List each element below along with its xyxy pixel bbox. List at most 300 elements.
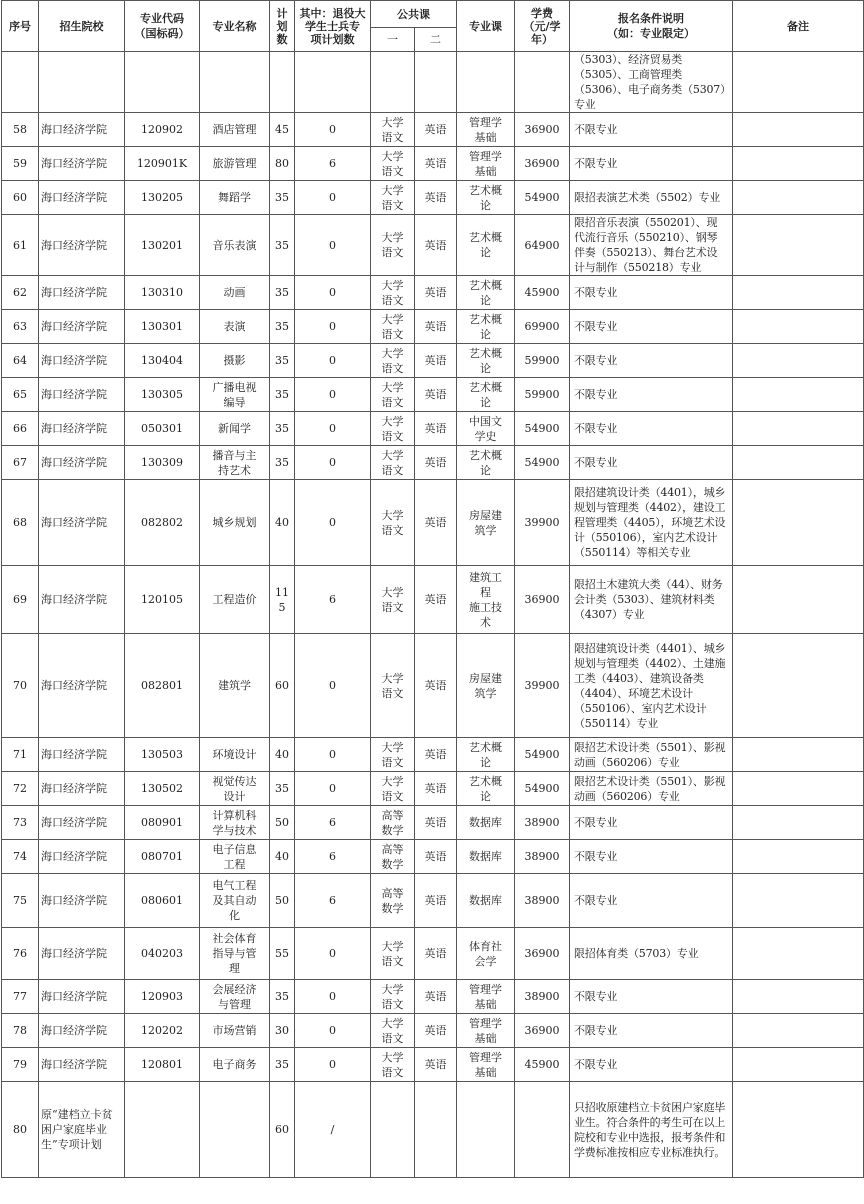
header-school: 招生院校 (39, 1, 125, 52)
cell-specialty: 艺术概 论 (457, 344, 515, 378)
cell-specialty: 艺术概 论 (457, 772, 515, 806)
cell-major: 社会体育 指导与管 理 (200, 928, 270, 980)
cell-school: 原“建档立卡贫困户家庭毕业生”专项计划 (39, 1082, 125, 1178)
cell-specialty: 管理学 基础 (457, 1048, 515, 1082)
cell-specialty: 体育社 会学 (457, 928, 515, 980)
cell-seq: 78 (2, 1014, 39, 1048)
cell-public-1: 大学 语文 (371, 928, 415, 980)
cell-plan: 35 (270, 772, 295, 806)
cell-veteran: 0 (295, 928, 371, 980)
cell-public-1: 大学 语文 (371, 113, 415, 147)
cell-specialty: 数据库 (457, 840, 515, 874)
cell-remark (733, 1048, 864, 1082)
cell-school: 海口经济学院 (39, 344, 125, 378)
cell-school: 海口经济学院 (39, 310, 125, 344)
table-row (2, 412, 864, 446)
cell-specialty: 艺术概 论 (457, 310, 515, 344)
table-row (2, 738, 864, 772)
table-row (2, 378, 864, 412)
cell-seq: 77 (2, 980, 39, 1014)
cell-school: 海口经济学院 (39, 181, 125, 215)
header-remark: 备注 (733, 1, 864, 52)
cell-school: 海口经济学院 (39, 1048, 125, 1082)
table-row (2, 1082, 864, 1178)
cell-veteran: 0 (295, 378, 371, 412)
cell-public-2: 英语 (415, 113, 457, 147)
cell-public-1: 大学 语文 (371, 147, 415, 181)
cell-major: 动画 (200, 276, 270, 310)
cell-major: 城乡规划 (200, 480, 270, 566)
cell-remark (733, 310, 864, 344)
cell-condition: 限招建筑设计类（4401），城乡规划与管理类（4402），建设工程管理类（4405），环境艺术设计（550106），室内艺术设计（550114）等相关专业 (570, 480, 733, 566)
cell-code: 120801 (125, 1048, 200, 1082)
cell-specialty: 艺术概 论 (457, 738, 515, 772)
cell-plan: 35 (270, 1048, 295, 1082)
cell-public-1: 大学 语文 (371, 634, 415, 738)
cell-veteran: 0 (295, 772, 371, 806)
cell-public-1: 大学 语文 (371, 772, 415, 806)
cell-remark (733, 1014, 864, 1048)
cell-school: 海口经济学院 (39, 276, 125, 310)
cell-plan: 35 (270, 412, 295, 446)
cell-seq: 68 (2, 480, 39, 566)
cell-public-1: 大学 语文 (371, 215, 415, 276)
cell-public-2: 英语 (415, 147, 457, 181)
table-row (2, 446, 864, 480)
cell-fee: 54900 (515, 772, 570, 806)
cell-fee: 69900 (515, 310, 570, 344)
cell-public-1: 大学 语文 (371, 276, 415, 310)
cell-public-1: 大学 语文 (371, 980, 415, 1014)
cell-condition: 不限专业 (570, 310, 733, 344)
cell-remark (733, 181, 864, 215)
cell-specialty: 艺术概 论 (457, 378, 515, 412)
cell-school: 海口经济学院 (39, 874, 125, 928)
cell-major: 计算机科 学与技术 (200, 806, 270, 840)
cell-veteran: 6 (295, 147, 371, 181)
cell-plan: 50 (270, 874, 295, 928)
cell-plan: 35 (270, 378, 295, 412)
cell-fee: 36900 (515, 147, 570, 181)
cell-school: 海口经济学院 (39, 412, 125, 446)
cell-condition: 限招艺术设计类（5501）、影视动画（560206）专业 (570, 738, 733, 772)
cell-school: 海口经济学院 (39, 378, 125, 412)
cell-specialty: 建筑工 程 施工技 术 (457, 566, 515, 634)
cell-condition: 限招建筑设计类（4401）、城乡规划与管理类（4402）、土建施工类（4403）、建筑设备类（4404）、环境艺术设计（550106）、室内艺术设计（550114）专业 (570, 634, 733, 738)
cell-veteran: 0 (295, 738, 371, 772)
cell-school: 海口经济学院 (39, 738, 125, 772)
cell-major: 视觉传达 设计 (200, 772, 270, 806)
cell-fee: 38900 (515, 980, 570, 1014)
cell-plan: 55 (270, 928, 295, 980)
cell-plan: 35 (270, 215, 295, 276)
cell-public-2: 英语 (415, 634, 457, 738)
cell-plan: 40 (270, 738, 295, 772)
cell-condition: 不限专业 (570, 276, 733, 310)
cell-plan: 50 (270, 806, 295, 840)
table-row (2, 840, 864, 874)
cell-major: 新闻学 (200, 412, 270, 446)
cell-public-2: 英语 (415, 378, 457, 412)
cell-public-1: 高等 数学 (371, 806, 415, 840)
cell-school: 海口经济学院 (39, 147, 125, 181)
cell-code: 050301 (125, 412, 200, 446)
header-veteran: 其中：退役大 学生士兵专 项计划数 (295, 1, 371, 52)
cell-major: 酒店管理 (200, 113, 270, 147)
cell-school: 海口经济学院 (39, 772, 125, 806)
table-row (2, 1014, 864, 1048)
cell-public-1: 高等 数学 (371, 840, 415, 874)
cell-fee: 38900 (515, 874, 570, 928)
cell-school: 海口经济学院 (39, 1014, 125, 1048)
cell-fee: 36900 (515, 928, 570, 980)
cell-major: 电气工程 及其自动 化 (200, 874, 270, 928)
cell-specialty: 管理学 基础 (457, 113, 515, 147)
cell-major: 旅游管理 (200, 147, 270, 181)
cell-veteran: 0 (295, 634, 371, 738)
cell-veteran: 0 (295, 446, 371, 480)
cell-code: 130309 (125, 446, 200, 480)
cell-remark (733, 113, 864, 147)
cell-public-1: 大学 语文 (371, 480, 415, 566)
table-row (2, 480, 864, 566)
cell-remark (733, 566, 864, 634)
cell-veteran: 0 (295, 276, 371, 310)
cell-fee: 38900 (515, 840, 570, 874)
cell-condition: 不限专业 (570, 147, 733, 181)
cell-remark (733, 215, 864, 276)
cell-seq: 60 (2, 181, 39, 215)
cell-major: 环境设计 (200, 738, 270, 772)
cell-seq: 58 (2, 113, 39, 147)
cell-public-2: 英语 (415, 215, 457, 276)
cell-major: 摄影 (200, 344, 270, 378)
cell-condition: 不限专业 (570, 1048, 733, 1082)
cell-public-1: 大学 语文 (371, 566, 415, 634)
cell-remark (733, 276, 864, 310)
cell-plan: 40 (270, 480, 295, 566)
cell-public-1 (371, 1082, 415, 1178)
cell-major: 工程造价 (200, 566, 270, 634)
cell-code: 080901 (125, 806, 200, 840)
cell-condition: 限招表演艺术类（5502）专业 (570, 181, 733, 215)
cell-seq: 65 (2, 378, 39, 412)
cell-condition: 不限专业 (570, 874, 733, 928)
cell-public-2: 英语 (415, 276, 457, 310)
cell-veteran: 0 (295, 344, 371, 378)
cell-remark (733, 980, 864, 1014)
cell-veteran: 0 (295, 215, 371, 276)
cell-public-2: 英语 (415, 566, 457, 634)
cell-veteran: 0 (295, 181, 371, 215)
cell-code: 130502 (125, 772, 200, 806)
cell-specialty: 中国文 学史 (457, 412, 515, 446)
cell-specialty (457, 1082, 515, 1178)
cell-condition: 不限专业 (570, 840, 733, 874)
cell-condition: 限招体育类（5703）专业 (570, 928, 733, 980)
cell-condition: 限招艺术设计类（5501）、影视动画（560206）专业 (570, 772, 733, 806)
cell-school: 海口经济学院 (39, 840, 125, 874)
cell-seq: 59 (2, 147, 39, 181)
cell-condition: 不限专业 (570, 412, 733, 446)
cell-code: 130201 (125, 215, 200, 276)
cell-remark (733, 772, 864, 806)
cell-remark (733, 840, 864, 874)
cell-public-2: 英语 (415, 181, 457, 215)
cell-school: 海口经济学院 (39, 113, 125, 147)
cell-remark (733, 738, 864, 772)
cell-seq: 71 (2, 738, 39, 772)
cell-remark (733, 446, 864, 480)
cell-code (125, 1082, 200, 1178)
table-row (2, 566, 864, 634)
cell-code: 130503 (125, 738, 200, 772)
cell-veteran: 6 (295, 566, 371, 634)
cell-condition: 限招土木建筑大类（44）、财务会计类（5303）、建筑材料类（4307）专业 (570, 566, 733, 634)
cell-veteran: / (295, 1082, 371, 1178)
cell-fee: 36900 (515, 113, 570, 147)
cell-condition: 不限专业 (570, 113, 733, 147)
table-row (2, 147, 864, 181)
cell-major: 表演 (200, 310, 270, 344)
cell-major (200, 1082, 270, 1178)
cell-specialty: 房屋建 筑学 (457, 634, 515, 738)
cell-major: 舞蹈学 (200, 181, 270, 215)
cell-public-2: 英语 (415, 874, 457, 928)
cell-code: 120901K (125, 147, 200, 181)
cell-plan: 60 (270, 634, 295, 738)
cell-remark (733, 147, 864, 181)
cell-public-2: 英语 (415, 772, 457, 806)
header-specialty: 专业课 (457, 1, 515, 52)
header-condition: 报名条件说明 （如：专业限定） (570, 1, 733, 52)
header-fee: 学费 （元/学 年） (515, 1, 570, 52)
cell-public-2: 英语 (415, 928, 457, 980)
cell-seq: 66 (2, 412, 39, 446)
cell-specialty: 管理学 基础 (457, 1014, 515, 1048)
cell-fee (515, 1082, 570, 1178)
cell-veteran: 6 (295, 840, 371, 874)
table-row (2, 344, 864, 378)
cell-remark (733, 378, 864, 412)
table-row (2, 634, 864, 738)
cell-fee: 39900 (515, 480, 570, 566)
cell-plan: 35 (270, 980, 295, 1014)
cell-specialty: 艺术概 论 (457, 215, 515, 276)
cell-public-2: 英语 (415, 310, 457, 344)
cell-public-1: 大学 语文 (371, 1048, 415, 1082)
header-seq: 序号 (2, 1, 39, 52)
cell-public-1: 大学 语文 (371, 1014, 415, 1048)
cell-fee: 54900 (515, 738, 570, 772)
cell-seq: 67 (2, 446, 39, 480)
cell-major: 电子商务 (200, 1048, 270, 1082)
cell-major: 播音与主 持艺术 (200, 446, 270, 480)
cell-code: 120903 (125, 980, 200, 1014)
cell-school: 海口经济学院 (39, 215, 125, 276)
cell-plan: 40 (270, 840, 295, 874)
cell-seq: 73 (2, 806, 39, 840)
cell-plan: 35 (270, 181, 295, 215)
cell-public-1: 大学 语文 (371, 738, 415, 772)
cell-fee: 36900 (515, 566, 570, 634)
cell-veteran: 0 (295, 980, 371, 1014)
cell-school: 海口经济学院 (39, 480, 125, 566)
cell-major: 会展经济 与管理 (200, 980, 270, 1014)
cell-seq: 74 (2, 840, 39, 874)
cell-condition: 不限专业 (570, 806, 733, 840)
cell-veteran: 0 (295, 310, 371, 344)
cell-condition: 不限专业 (570, 1014, 733, 1048)
cell-condition: 不限专业 (570, 344, 733, 378)
cell-condition: 只招收原建档立卡贫困户家庭毕业生。符合条件的考生可在以上院校和专业中选报，报考条件和学费标准按相应专业标准执行。 (570, 1082, 733, 1178)
cell-code: 082801 (125, 634, 200, 738)
cell-code: 082802 (125, 480, 200, 566)
cell-code: 080701 (125, 840, 200, 874)
cell-plan: 45 (270, 113, 295, 147)
cell-code: 080601 (125, 874, 200, 928)
table-row (2, 215, 864, 276)
header-plan: 计 划 数 (270, 1, 295, 52)
cell-public-1: 大学 语文 (371, 412, 415, 446)
cell-code: 120902 (125, 113, 200, 147)
cell-fee: 36900 (515, 1014, 570, 1048)
cell-code: 130205 (125, 181, 200, 215)
table-row (2, 181, 864, 215)
cell-fee: 54900 (515, 446, 570, 480)
cell-fee: 59900 (515, 378, 570, 412)
cell-public-1: 大学 语文 (371, 181, 415, 215)
cell-plan: 35 (270, 344, 295, 378)
cell-code: 130301 (125, 310, 200, 344)
cell-seq: 62 (2, 276, 39, 310)
cell-remark (733, 1082, 864, 1178)
cell-remark (733, 344, 864, 378)
cell-remark (733, 634, 864, 738)
cell-remark (733, 480, 864, 566)
cell-seq: 64 (2, 344, 39, 378)
cell-public-2: 英语 (415, 738, 457, 772)
cell-veteran: 0 (295, 113, 371, 147)
cell-code: 130404 (125, 344, 200, 378)
cell-fee: 54900 (515, 412, 570, 446)
table-row (2, 928, 864, 980)
table-row (2, 310, 864, 344)
cell-plan: 60 (270, 1082, 295, 1178)
cell-veteran: 6 (295, 874, 371, 928)
table-row (2, 806, 864, 840)
cell-fee: 45900 (515, 1048, 570, 1082)
cell-seq: 75 (2, 874, 39, 928)
cell-major: 建筑学 (200, 634, 270, 738)
table-row (2, 980, 864, 1014)
cell-public-2: 英语 (415, 344, 457, 378)
cell-plan: 35 (270, 446, 295, 480)
cell-school: 海口经济学院 (39, 634, 125, 738)
cell-seq: 76 (2, 928, 39, 980)
cell-code: 130305 (125, 378, 200, 412)
table-row (2, 113, 864, 147)
cell-code: 130310 (125, 276, 200, 310)
cell-major: 音乐表演 (200, 215, 270, 276)
cell-veteran: 6 (295, 806, 371, 840)
cell-specialty: 艺术概 论 (457, 276, 515, 310)
cell-plan: 11 5 (270, 566, 295, 634)
cell-public-1: 大学 语文 (371, 446, 415, 480)
header-public: 公共课 (371, 1, 457, 28)
header-code: 专业代码 （国标码） (125, 1, 200, 52)
table-row-continuation (2, 52, 864, 113)
cell-code: 040203 (125, 928, 200, 980)
cell-seq: 69 (2, 566, 39, 634)
cell-remark (733, 806, 864, 840)
cell-specialty: 管理学 基础 (457, 147, 515, 181)
cell-fee: 54900 (515, 181, 570, 215)
cell-public-1: 高等 数学 (371, 874, 415, 928)
cell-fee: 45900 (515, 276, 570, 310)
cell-veteran: 0 (295, 412, 371, 446)
cell-seq: 72 (2, 772, 39, 806)
cell-seq: 63 (2, 310, 39, 344)
cell-specialty: 数据库 (457, 806, 515, 840)
cell-veteran: 0 (295, 1014, 371, 1048)
table-row (2, 874, 864, 928)
cell-public-1: 大学 语文 (371, 310, 415, 344)
cell-fee: 39900 (515, 634, 570, 738)
cell-condition: （5303）、经济贸易类（5305）、工商管理类（5306）、电子商务类（5307）专业 (570, 52, 733, 113)
cell-public-2: 英语 (415, 1014, 457, 1048)
cell-public-2: 英语 (415, 446, 457, 480)
cell-school: 海口经济学院 (39, 446, 125, 480)
cell-public-2 (415, 1082, 457, 1178)
cell-public-2: 英语 (415, 980, 457, 1014)
cell-code: 120105 (125, 566, 200, 634)
cell-condition: 不限专业 (570, 378, 733, 412)
cell-plan: 35 (270, 310, 295, 344)
cell-public-2: 英语 (415, 480, 457, 566)
cell-fee: 64900 (515, 215, 570, 276)
header-major: 专业名称 (200, 1, 270, 52)
cell-condition: 限招音乐表演（550201）、现代流行音乐（550210）、钢琴伴奏（550213）、舞台艺术设计与制作（550218）专业 (570, 215, 733, 276)
cell-veteran: 0 (295, 480, 371, 566)
cell-school: 海口经济学院 (39, 980, 125, 1014)
cell-specialty: 管理学 基础 (457, 980, 515, 1014)
cell-condition: 不限专业 (570, 980, 733, 1014)
table-row (2, 276, 864, 310)
cell-public-2: 英语 (415, 412, 457, 446)
cell-public-1: 大学 语文 (371, 378, 415, 412)
cell-seq: 80 (2, 1082, 39, 1178)
cell-plan: 30 (270, 1014, 295, 1048)
cell-seq: 79 (2, 1048, 39, 1082)
cell-public-2: 英语 (415, 840, 457, 874)
cell-plan: 35 (270, 276, 295, 310)
table-row (2, 772, 864, 806)
admission-plan-table (1, 0, 864, 1178)
cell-public-1: 大学 语文 (371, 344, 415, 378)
header-public-1: 一 (371, 28, 415, 52)
header-public-2: 二 (415, 28, 457, 52)
cell-condition: 不限专业 (570, 446, 733, 480)
cell-specialty: 数据库 (457, 874, 515, 928)
cell-public-2: 英语 (415, 806, 457, 840)
cell-remark (733, 412, 864, 446)
cell-remark (733, 928, 864, 980)
cell-specialty: 房屋建 筑学 (457, 480, 515, 566)
cell-public-2: 英语 (415, 1048, 457, 1082)
cell-remark (733, 874, 864, 928)
cell-seq: 70 (2, 634, 39, 738)
